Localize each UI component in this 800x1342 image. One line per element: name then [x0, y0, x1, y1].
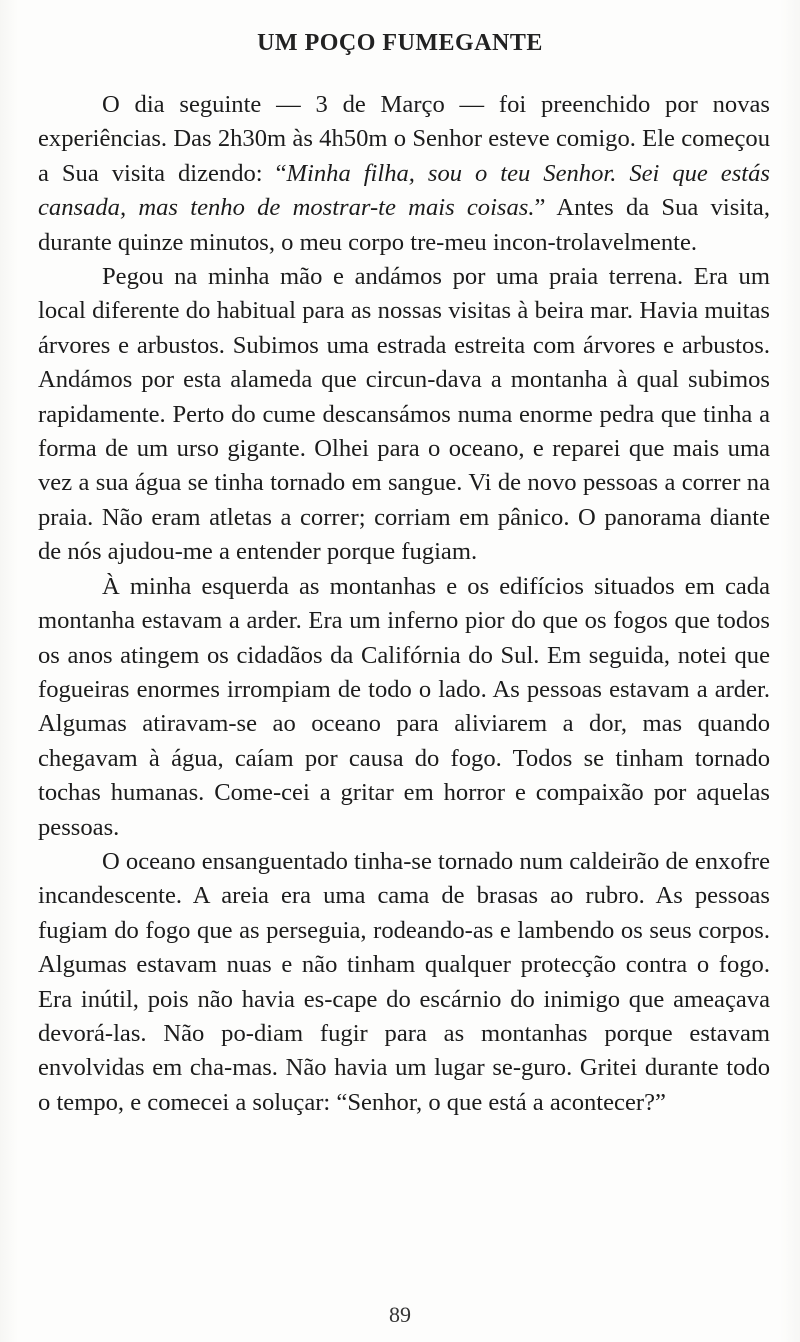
- paragraph-1-italic-quote: Minha filha, sou o teu Senhor. Sei que estás cansada, mas tenho de mostrar-te mais coisas.: [38, 159, 770, 222]
- paragraph-1: [38, 88, 770, 260]
- paragraph-1-text-after: ” Antes da Sua visita, durante quinze minutos, o meu corpo tre-meu incon-trolavelmente.: [38, 194, 770, 256]
- paragraph-3: À minha esquerda as montanhas e os edifícios situados em cada montanha estavam a arder. Era um inferno pior do que os fogos que todos os anos atingem os cidadãos da Califórnia do Sul. Em seguida, notei que fogueiras enormes irrompiam de todo o lado. As pessoas estavam a arder. Algumas atiravam-se ao oceano para aliviarem a dor, mas quando chegavam à água, caíam por causa do fogo. Todos se tinham tornado tochas humanas. Come-cei a gritar em horror e compaixão por aquelas pessoas.: [38, 572, 770, 841]
- running-head-title: UM POÇO FUMEGANTE: [257, 30, 543, 56]
- page-number: 89: [389, 1302, 411, 1327]
- paragraph-1-text-before: O dia seguinte — 3 de Março — foi preenchido por novas experiências. Das 2h30m às 4h50m o Senhor esteve comigo. Ele começou a Sua visita dizendo: “: [38, 91, 770, 187]
- paragraph-4: O oceano ensanguentado tinha-se tornado num caldeirão de enxofre incandescente. A areia era uma cama de brasas ao rubro. As pessoas fugiam do fogo que as perseguia, rodeando-as e lambendo os seus corpos. Algumas estavam nuas e não tinham qualquer protecção contra o fogo. Era inútil, pois não havia es-cape do escárnio do inimigo que ameaçava devorá-las. Não po-diam fugir para as montanhas porque estavam envolvidas em cha-mas. Não havia um lugar se-guro. Gritei durante todo o tempo, e comecei a soluçar: “Senhor, o que está a acontecer?”: [38, 847, 770, 1116]
- paragraph-2: Pegou na minha mão e andámos por uma praia terrena. Era um local diferente do habitual para as nossas visitas à beira mar. Havia muitas árvores e arbustos. Subimos uma estrada estreita com árvores e arbustos. Andámos por esta alameda que circun-dava a montanha à qual subimos rapidamente. Perto do cume descansámos numa enorme pedra que tinha a forma de um urso gigante. Olhei para o oceano, e reparei que mais uma vez a sua água se tinha tornado em sangue. Vi de novo pessoas a correr na praia. Não eram atletas a correr; corriam em pânico. O panorama diante de nós ajudou-me a entender porque fugiam.: [38, 263, 770, 566]
- body-text: [38, 88, 770, 1120]
